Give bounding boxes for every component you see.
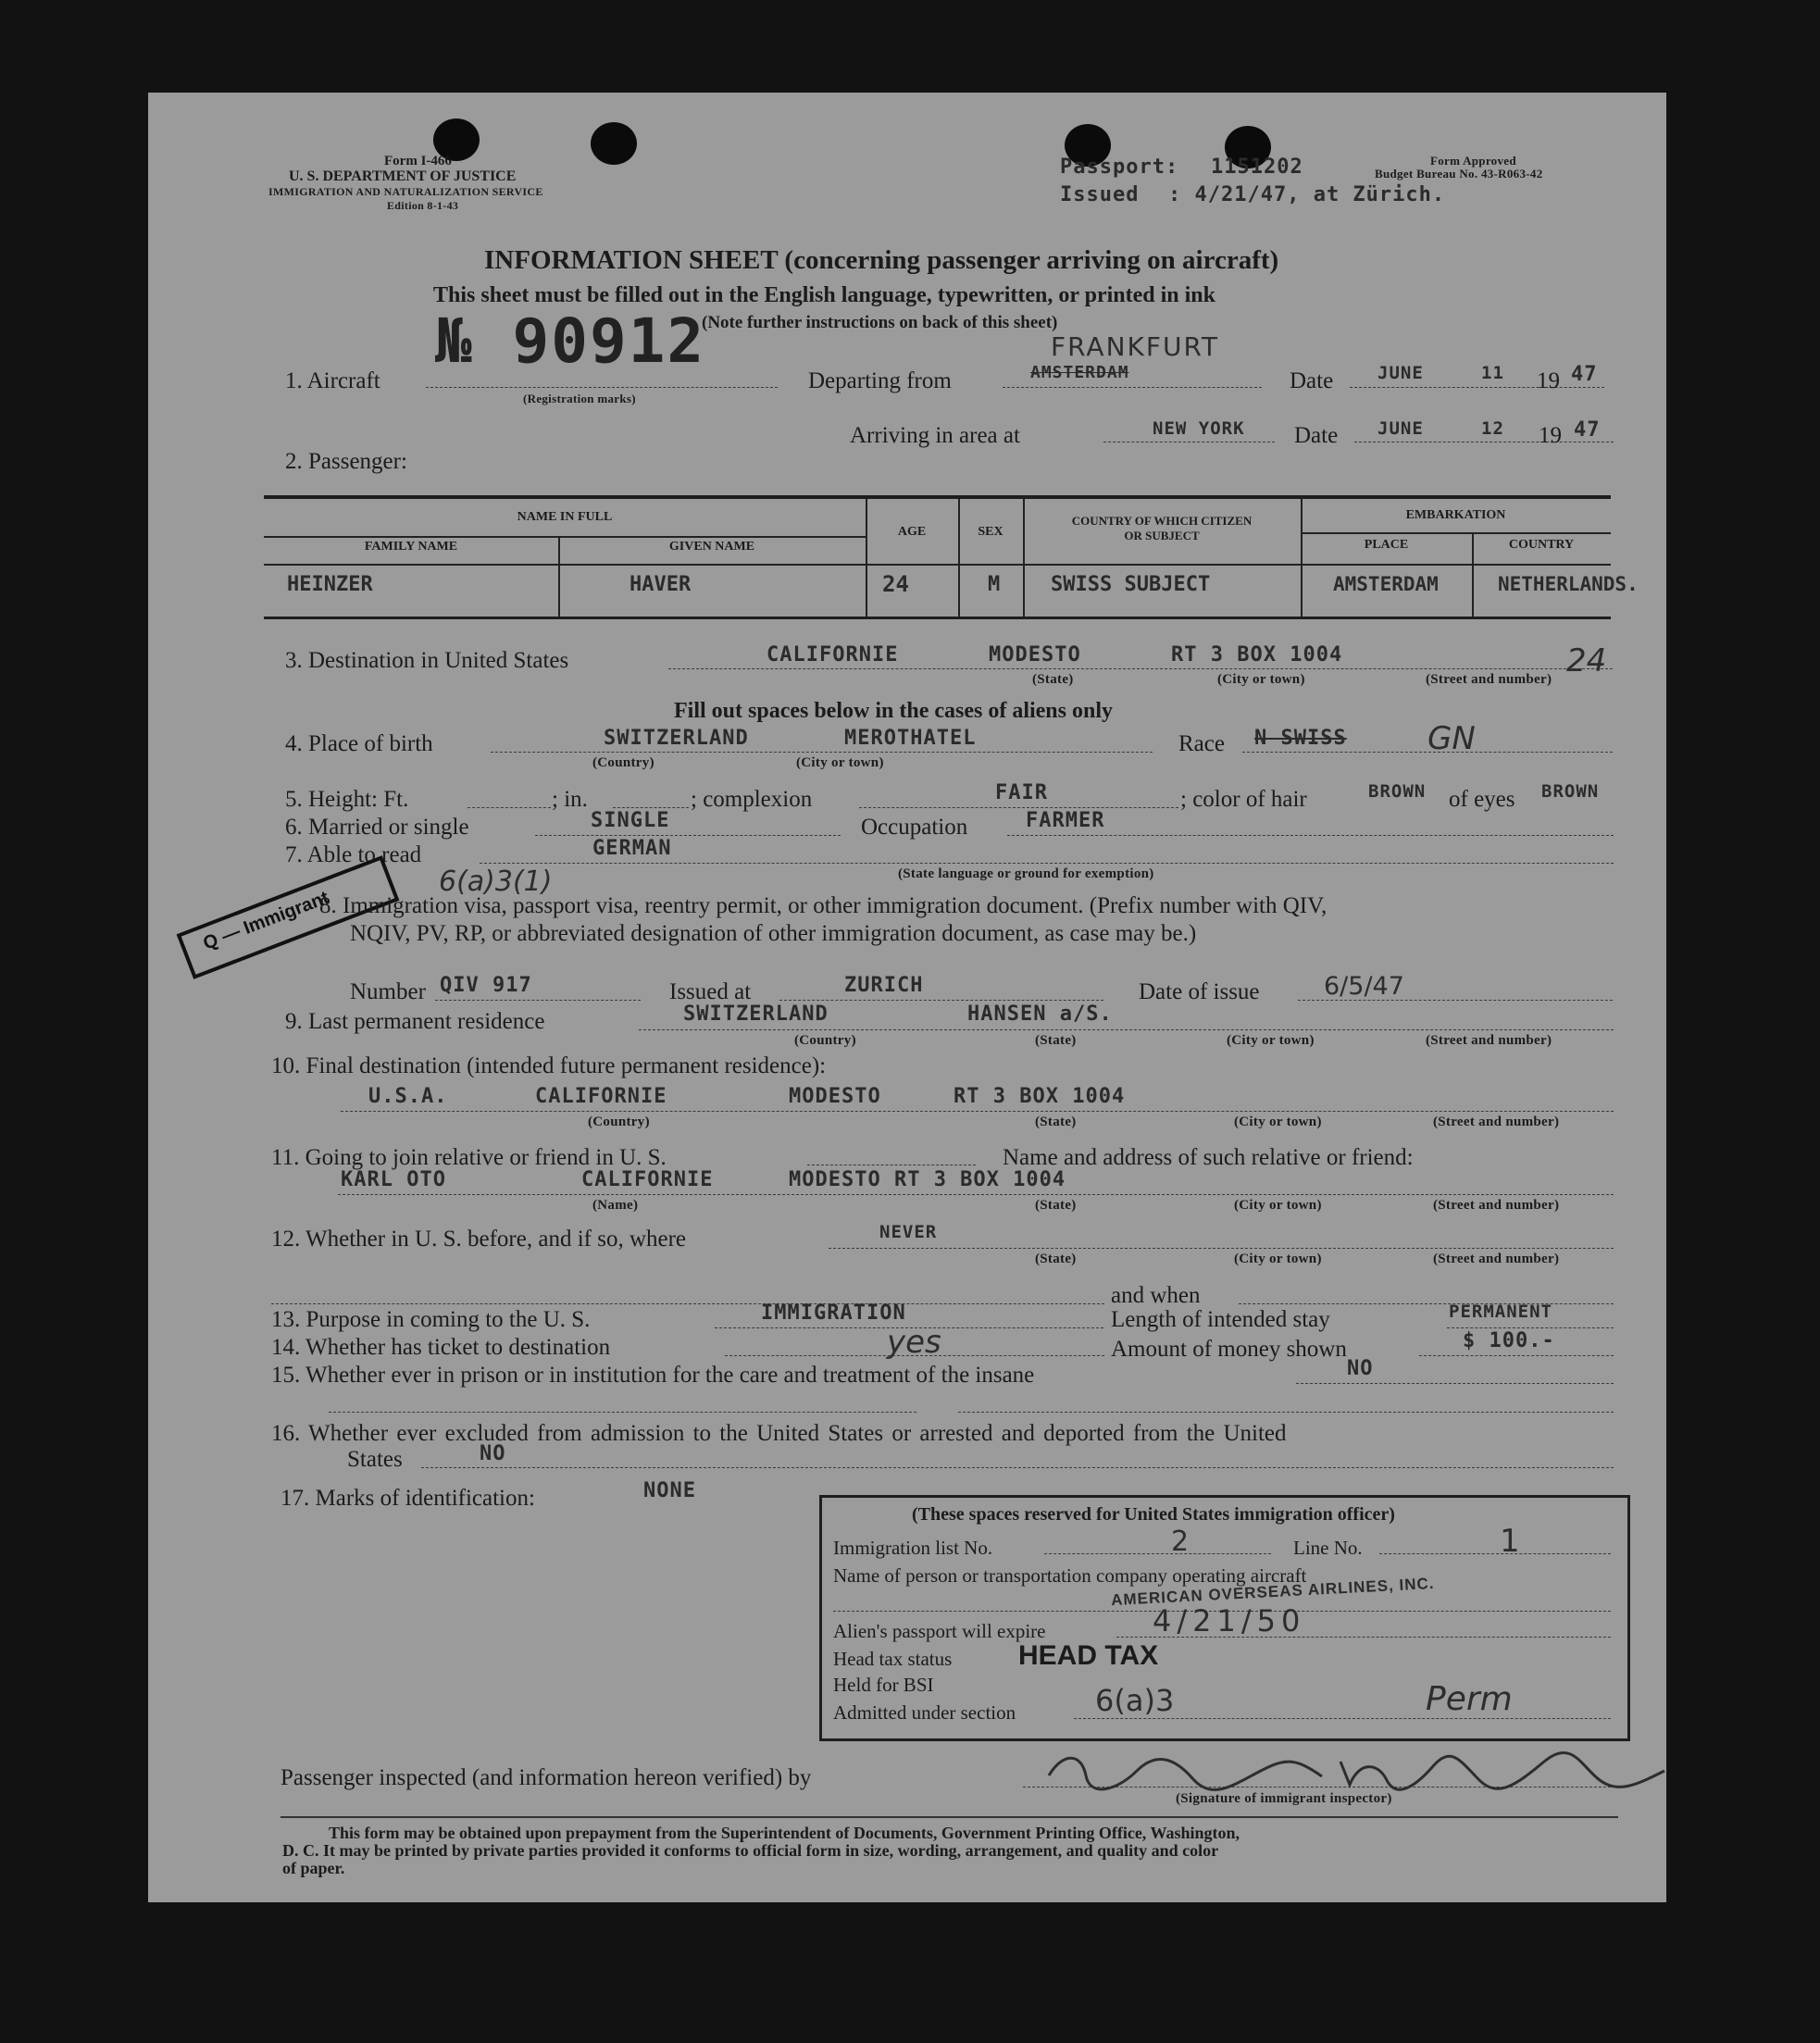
- residence-city-caption: (City or town): [1227, 1033, 1315, 1048]
- sex-header: SEX: [978, 525, 1003, 539]
- departing-field[interactable]: [1003, 387, 1262, 388]
- visa-number-field[interactable]: [435, 1000, 641, 1001]
- signature-caption: (Signature of immigrant inspector): [1176, 1791, 1392, 1806]
- form-number: Form I-466: [384, 154, 452, 168]
- residence-street-caption: (Street and number): [1426, 1033, 1552, 1048]
- previous-street-caption: (Street and number): [1433, 1252, 1560, 1266]
- passport-label: Passport:: [1060, 156, 1179, 179]
- residence-state-caption: (State): [1035, 1033, 1077, 1048]
- residence-field[interactable]: [639, 1029, 1614, 1030]
- destination-city-caption: (City or town): [1217, 672, 1305, 687]
- aircraft-label: 1. Aircraft: [285, 368, 380, 393]
- occupation-label: Occupation: [861, 815, 968, 840]
- immigration-list-field[interactable]: [1044, 1553, 1271, 1554]
- admitted-field[interactable]: [1074, 1718, 1611, 1719]
- final-state-caption: (State): [1035, 1115, 1077, 1129]
- final-state: CALIFORNIE: [535, 1085, 667, 1108]
- place-header: PLACE: [1364, 538, 1409, 552]
- immigration-list-label: Immigration list No.: [833, 1537, 993, 1559]
- eyes-label: of eyes: [1449, 787, 1515, 812]
- date-of-issue-value: 6/5/47: [1324, 972, 1404, 1001]
- complexion-label: ; complexion: [691, 787, 813, 812]
- marks-value: NONE: [643, 1479, 696, 1502]
- final-city: MODESTO: [789, 1085, 881, 1108]
- age-header: AGE: [897, 525, 927, 539]
- line-no-label: Line No.: [1293, 1537, 1363, 1559]
- marital-field[interactable]: [535, 835, 841, 836]
- residence-label: 9. Last permanent residence: [285, 1009, 545, 1034]
- prison-value: NO: [1347, 1357, 1374, 1380]
- registration-caption: (Registration marks): [523, 392, 636, 405]
- sex-cell: M: [988, 573, 1001, 596]
- visa-number-value: QIV 917: [440, 974, 532, 997]
- head-tax-label: Head tax status: [833, 1648, 953, 1670]
- visa-number-label: Number: [350, 979, 426, 1004]
- aircraft-field[interactable]: [426, 387, 778, 388]
- residence-country-caption: (Country): [794, 1033, 856, 1048]
- issued-value: : 4/21/47, at Zürich.: [1168, 183, 1446, 206]
- relative-address-label: Name and address of such relative or friend:: [1003, 1145, 1414, 1170]
- occupation-value: FARMER: [1026, 809, 1105, 832]
- immigration-list-value: 2: [1171, 1526, 1190, 1558]
- final-destination-field[interactable]: [341, 1111, 1614, 1112]
- signature-text: Signature: [1276, 1770, 1285, 1772]
- relative-state: CALIFORNIE: [581, 1168, 714, 1191]
- previous-visit-value: NEVER: [879, 1222, 938, 1242]
- residence-country: SWITZERLAND: [683, 1003, 829, 1026]
- race-struck: N SWISS: [1254, 727, 1347, 750]
- table-header-rule: [264, 564, 1611, 566]
- relative-city-street: MODESTO RT 3 BOX 1004: [789, 1168, 1066, 1191]
- arriving-value: NEW YORK: [1153, 418, 1245, 439]
- and-when-field[interactable]: [1239, 1303, 1614, 1304]
- stamp-text: Q — Immigrant: [200, 887, 332, 954]
- relative-city-caption: (City or town): [1234, 1198, 1322, 1213]
- departing-struck: AMSTERDAM: [1030, 363, 1129, 382]
- ticket-label: 14. Whether has ticket to destination: [271, 1335, 611, 1360]
- departing-label: Departing from: [808, 368, 952, 393]
- title-main: INFORMATION SHEET (concerning passenger arriving on aircraft): [484, 245, 1279, 275]
- height-inches-label: ; in.: [552, 787, 588, 812]
- prison-field-2[interactable]: [329, 1412, 916, 1413]
- head-tax-value: HEAD TAX: [1018, 1640, 1159, 1671]
- previous-state-caption: (State): [1035, 1252, 1077, 1266]
- prison-label: 15. Whether ever in prison or in institution for the care and treatment of the insane: [271, 1363, 1035, 1388]
- relative-name: KARL OTO: [341, 1168, 446, 1191]
- ticket-value: yes: [887, 1324, 941, 1361]
- admitted-handwritten: Perm: [1426, 1680, 1513, 1718]
- excluded-label: 16. Whether ever excluded from admission to the United States or arrested and deported from the United: [271, 1421, 1287, 1446]
- passport-expire-label: Alien's passport will expire: [833, 1620, 1046, 1642]
- stay-label: Length of intended stay: [1111, 1307, 1330, 1332]
- departing-handwritten: FRANKFURT: [1051, 331, 1220, 362]
- final-city-caption: (City or town): [1234, 1115, 1322, 1129]
- admitted-label: Admitted under section: [833, 1701, 1016, 1724]
- marks-label: 17. Marks of identification:: [280, 1486, 535, 1511]
- relative-name-caption: (Name): [592, 1198, 639, 1213]
- departing-date-label: Date: [1290, 368, 1334, 393]
- title-note: (Note further instructions on back of this sheet): [702, 313, 1058, 332]
- table-col-divider: [866, 499, 867, 617]
- departing-month: JUNE: [1377, 363, 1424, 383]
- read-field[interactable]: [480, 863, 1614, 864]
- residence-state: HANSEN a/S.: [967, 1003, 1113, 1026]
- birth-country: SWITZERLAND: [604, 727, 749, 750]
- age-cell: 24: [882, 571, 909, 597]
- title-instruction: This sheet must be filled out in the English language, typewritten, or printed in ink: [433, 283, 1215, 307]
- money-value: $ 100.-: [1463, 1329, 1555, 1352]
- and-when-label: and when: [1111, 1283, 1201, 1308]
- previous-visit-field-2[interactable]: [271, 1303, 1104, 1304]
- marital-value: SINGLE: [591, 809, 670, 832]
- marital-label: 6. Married or single: [285, 815, 469, 840]
- money-label: Amount of money shown: [1111, 1337, 1347, 1362]
- date-of-issue-label: Date of issue: [1139, 979, 1260, 1004]
- family-name-header: FAMILY NAME: [364, 540, 458, 554]
- arriving-month: JUNE: [1377, 418, 1424, 439]
- bsi-label: Held for BSI: [833, 1674, 934, 1696]
- previous-visit-label: 12. Whether in U. S. before, and if so, where: [271, 1227, 687, 1252]
- country-cell: NETHERLANDS.: [1498, 573, 1639, 595]
- given-name-header: GIVEN NAME: [668, 540, 755, 554]
- department: U. S. DEPARTMENT OF JUSTICE: [289, 168, 517, 184]
- issued-at-field[interactable]: [779, 1000, 1103, 1001]
- previous-city-caption: (City or town): [1234, 1252, 1322, 1266]
- embarkation-header: EMBARKATION: [1405, 508, 1506, 522]
- arriving-day: 12: [1481, 418, 1504, 439]
- issued-label: Issued: [1060, 183, 1140, 206]
- destination-field[interactable]: [668, 668, 1613, 669]
- citizenship-header-2: OR SUBJECT: [1124, 529, 1200, 542]
- birth-city-caption: (City or town): [796, 755, 884, 770]
- arriving-date-label: Date: [1294, 423, 1339, 448]
- final-street-caption: (Street and number): [1433, 1115, 1560, 1129]
- citizenship-cell: SWISS SUBJECT: [1051, 573, 1211, 596]
- stay-field[interactable]: [1447, 1327, 1614, 1328]
- inspector-signature: [1044, 1743, 1674, 1799]
- final-country-caption: (Country): [588, 1115, 650, 1129]
- excluded-label-2: States: [347, 1447, 403, 1472]
- service: IMMIGRATION AND NATURALIZATION SERVICE: [268, 185, 543, 198]
- excluded-value: NO: [480, 1442, 506, 1465]
- family-name-cell: HEINZER: [287, 573, 373, 596]
- purpose-value: IMMIGRATION: [761, 1302, 906, 1325]
- final-destination-label: 10. Final destination (intended future permanent residence):: [271, 1053, 827, 1078]
- read-annotation: 6(a)3(1): [439, 866, 553, 898]
- destination-state: CALIFORNIE: [767, 643, 899, 666]
- punch-hole: [591, 122, 637, 165]
- citizenship-header: COUNTRY OF WHICH CITIZEN: [1071, 514, 1253, 528]
- final-country: U.S.A.: [368, 1085, 448, 1108]
- occupation-field[interactable]: [1007, 835, 1614, 836]
- destination-label: 3. Destination in United States: [285, 648, 569, 673]
- complexion-field[interactable]: [859, 807, 1178, 808]
- relative-address-field[interactable]: [338, 1194, 1614, 1195]
- line-no-value: 1: [1500, 1523, 1520, 1560]
- table-col-divider: [958, 499, 960, 617]
- passport-expire-value: 4/21/50: [1153, 1603, 1306, 1638]
- place-cell: AMSTERDAM: [1333, 573, 1439, 595]
- issued-at-label: Issued at: [669, 979, 752, 1004]
- table-embarkation-rule: [1301, 532, 1611, 534]
- read-value: GERMAN: [592, 837, 672, 860]
- prison-field-3[interactable]: [958, 1412, 1614, 1413]
- country-header: COUNTRY: [1508, 538, 1575, 552]
- relative-street-caption: (Street and number): [1433, 1198, 1560, 1213]
- passenger-table: [264, 495, 1639, 619]
- document-label: 8. Immigration visa, passport visa, reentry permit, or other immigration document. (Prefix number with QIV,: [319, 893, 1328, 918]
- read-label: 7. Able to read: [285, 842, 422, 867]
- officer-box-title: (These spaces reserved for United States immigration officer): [912, 1504, 1395, 1525]
- height-label: 5. Height: Ft.: [285, 787, 409, 812]
- complexion-value: FAIR: [995, 781, 1048, 804]
- destination-street-caption: (Street and number): [1426, 672, 1552, 687]
- issued-at-value: ZURICH: [844, 974, 924, 997]
- previous-visit-field[interactable]: [829, 1248, 1614, 1249]
- stay-value: PERMANENT: [1449, 1302, 1552, 1322]
- arriving-year-prefix: 19: [1539, 423, 1562, 448]
- birth-city: MEROTHATEL: [844, 727, 977, 750]
- passenger-label: 2. Passenger:: [285, 449, 407, 474]
- height-inches-field[interactable]: [613, 807, 689, 808]
- destination-handwritten: 24: [1566, 642, 1607, 679]
- race-label: Race: [1178, 731, 1225, 756]
- edition: Edition 8-1-43: [387, 199, 459, 212]
- arriving-year: 47: [1574, 418, 1601, 442]
- footer-line-1: This form may be obtained upon prepayment from the Superintendent of Documents, Government Printing Office, Washington,: [329, 1824, 1240, 1842]
- aliens-only-heading: Fill out spaces below in the cases of aliens only: [674, 699, 1114, 723]
- relative-state-caption: (State): [1035, 1198, 1077, 1213]
- arriving-label: Arriving in area at: [850, 423, 1020, 448]
- table-name-rule: [264, 536, 866, 538]
- footer-line-3: of paper.: [282, 1859, 345, 1877]
- hair-label: ; color of hair: [1180, 787, 1307, 812]
- company-value: AMERICAN OVERSEAS AIRLINES, INC.: [1110, 1574, 1435, 1610]
- inspected-label: Passenger inspected (and information hereon verified) by: [280, 1765, 812, 1790]
- admitted-value: 6(a)3: [1095, 1683, 1175, 1718]
- line-no-field[interactable]: [1379, 1553, 1611, 1554]
- name-in-full-header: NAME IN FULL: [517, 510, 613, 524]
- destination-state-caption: (State): [1032, 672, 1074, 687]
- departing-day: 11: [1481, 363, 1504, 383]
- serial-number: № 90912: [435, 305, 706, 377]
- budget-bureau: Budget Bureau No. 43-R063-42: [1375, 167, 1543, 181]
- final-street: RT 3 BOX 1004: [954, 1085, 1126, 1108]
- given-name-cell: HAVER: [630, 573, 692, 596]
- birthplace-label: 4. Place of birth: [285, 731, 433, 756]
- passport-number: 1151202: [1211, 156, 1303, 179]
- departing-date-field[interactable]: [1350, 387, 1604, 388]
- departing-year: 47: [1571, 363, 1598, 386]
- eyes-value: BROWN: [1541, 781, 1600, 802]
- hair-value: BROWN: [1368, 781, 1427, 802]
- birth-country-caption: (Country): [592, 755, 654, 770]
- join-relative-label: 11. Going to join relative or friend in U. S.: [271, 1145, 667, 1170]
- footer-rule: [280, 1816, 1618, 1818]
- company-label: Name of person or transportation company operating aircraft: [833, 1564, 1307, 1587]
- destination-city: MODESTO: [989, 643, 1081, 666]
- footer-line-2: D. C. It may be printed by private parties provided it conforms to official form in size, wording, arrangement, and quality and color: [282, 1841, 1219, 1860]
- race-handwritten: GN: [1427, 720, 1476, 757]
- birthplace-field[interactable]: [491, 752, 1153, 753]
- destination-street: RT 3 BOX 1004: [1171, 643, 1343, 666]
- money-field[interactable]: [1419, 1355, 1614, 1356]
- excluded-field[interactable]: [421, 1467, 1614, 1468]
- height-feet-field[interactable]: [467, 807, 551, 808]
- purpose-label: 13. Purpose in coming to the U. S.: [271, 1307, 591, 1332]
- form-approved: Form Approved: [1430, 154, 1516, 168]
- prison-field[interactable]: [1296, 1383, 1614, 1384]
- read-caption: (State language or ground for exemption): [898, 866, 1154, 881]
- document-label-2: NQIV, PV, RP, or abbreviated designation of other immigration document, as case may be.): [350, 921, 1197, 946]
- departing-year-prefix: 19: [1537, 368, 1560, 393]
